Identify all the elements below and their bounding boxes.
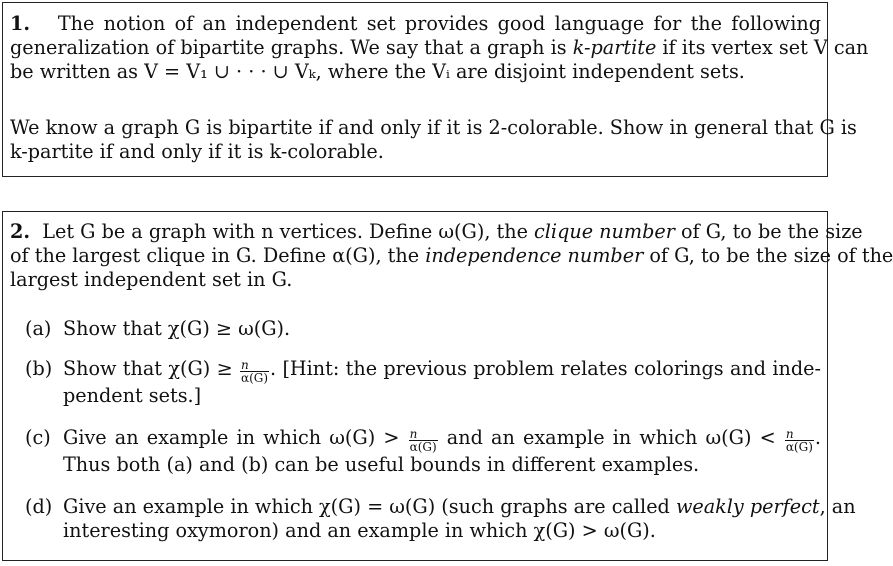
part-a-label: (a)	[25, 317, 52, 340]
part-d-label: (d)	[25, 495, 53, 518]
part-c: (c) Give an example in which ω(G) > $\frac{n}{\alpha(G)}$ and an example in which ω(G) < $\frac{n}{\alpha(G)}$ . Thus both (a) and (b) can be useful bounds in different examples.	[25, 426, 821, 476]
clique-number-term: clique number	[534, 220, 675, 243]
part-b: (b) Show that χ(G) ≥ $\frac{n}{\alpha(G)}$ . [Hint: the previous problem relates colorings and inde- pendent sets.]	[25, 357, 821, 407]
part-c-label: (c)	[25, 426, 51, 449]
n-over-alpha-fraction: $\frac{n}{\alpha(G)}$	[409, 426, 437, 454]
problem-1-definition: 1. The notion of an independent set provides good language for the following generalization of bipartite graphs. We say that a graph is k-partite if its vertex set V can be written as V = V₁ ∪ · · · ∪ Vₖ, where the Vᵢ are disjoint independent sets.	[10, 12, 869, 83]
problem-2-definition: 2. Let G be a graph with n vertices. Define ω(G), the clique number of G, to be the size of the largest clique in G. Define α(G), the independence number of G, to be the size of the largest independent set in G.	[10, 220, 893, 291]
problem-1-number: 1.	[10, 12, 31, 35]
problem-1-box	[2, 2, 869, 177]
k-partite-term: k-partite	[572, 36, 657, 59]
independence-number-term: independence number	[425, 244, 644, 267]
problem-2-number: 2.	[10, 220, 31, 243]
n-over-alpha-fraction: $\frac{n}{\alpha(G)}$	[240, 357, 269, 385]
problem-2-box: 2. Let G be a graph with n vertices. Define ω(G), the clique number of G, to be the size of the largest clique in G. Define α(G), the independence number of G, to be the size of the largest independent set in G. (a) Show that χ(G) ≥ ω(G). (b) Show that χ(G) ≥ $\frac{n}{\alpha(G)}$ . [Hint: the previous problem relates colorings and inde- pendent sets.] (c) Give an example in which ω(G) > $\frac{n}{\alpha(G)}$ and an example in which ω(G) < $\frac{n}{\alpha(G)}$ . Thus both (a) and (b) can be useful bounds in different examples. (d) Give an example in which χ(G) = ω(G) (such graphs are called weakly perfect, an interesting oxymoron) and an example in which χ(G) > ω(G).	[2, 211, 828, 561]
problem-1-task: We know a graph G is bipartite if and only if it is 2-colorable. Show in general that G is k-partite if and only if it is k-colorable.	[10, 116, 857, 163]
n-over-alpha-fraction: $\frac{n}{\alpha(G)}$	[785, 426, 813, 454]
weakly-perfect-term: weakly perfect	[675, 495, 820, 518]
part-b-label: (b)	[25, 357, 53, 380]
part-d: (d) Give an example in which χ(G) = ω(G) (such graphs are called weakly perfect, an interesting oxymoron) and an example in which χ(G) > ω(G).	[25, 495, 856, 542]
